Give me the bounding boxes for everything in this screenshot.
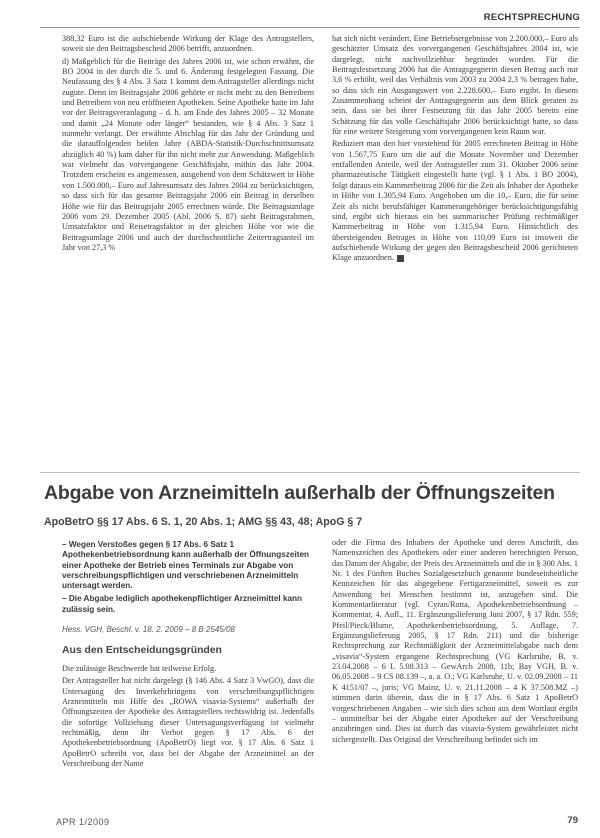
upper-right-column <box>332 34 578 452</box>
page-header-label: RECHTSPRECHUNG <box>483 12 580 23</box>
court-citation: Hess. VGH, Beschl. v. 18. 2. 2009 – 8 B 2545/08 <box>62 625 235 634</box>
upper-right-paragraph-1: hat sich nicht verändert. Eine Betriebsergebnisse von 2.200.000,– Euro als geschätzter Umsatz des vorvergangenen Geschäftsjahres 2004 ist, wie dargelegt, nicht nachvollziehbar begründet worden. Für die Beitragsfestsetzung 2006 hat die Antragsgegnerin diesen Betrag auch nur 3,6 % erhöht, weil das Verhältnis von 2003 zu 2004 2,3 % betragen habe, so dass sich ein Ausgangswert von 2.228.600,– Euro ergibt. In diesem Zusammenhang scheint der Antragsgegnerin aus dem Blick geraten zu sein, dass sie bei ihrer Festsetzung für das Jahr 2005 bereits eine Schätzung für das volle Geschäftsjahr 2006 berücksichtigt hatte, so dass für eine weitere Steigerung vom vorvergangenen kein Raum war. <box>332 34 578 137</box>
lower-right-column <box>332 538 578 812</box>
headnotes <box>62 540 312 618</box>
lower-left-column <box>62 664 314 812</box>
upper-left-paragraph-1: 388,32 Euro ist die aufschiebende Wirkung der Klage des Antragstellers, soweit sie den Beitragsbescheid 2006 betrifft, anzuordnen. <box>62 34 314 54</box>
upper-right-paragraph-2-text: Reduziert man den hier vorstehend für 2005 errechneten Beitrag in Höhe von 1.567,75 Euro um die auf die Monate November und Dezember entfallenden Anteile, weil der Antragsteller zum 31. Oktober 2006 seine pharmazeutische Tätigkeit eingestellt hatte (vgl. § 1 Abs. 1 BO 2004), folgt daraus ein Kammerbeitrag 2006 für die Zeit als Inhaber der Apotheke in Höhe von 1.305,94 Euro. Angehoben um die 10,– Euro, die für seine Zeit als nicht berufsfähiger Kammerangehöriger berücksichtigungsfähig sind, ergibt sich hieraus ein bei summarischer Prüfung rechtmäßiger Kammerbeitrag in Höhe von 1.315,94 Euro. Hinsichtlich des übersteigenden Betrages in Höhe von 110,09 Euro ist insoweit die aufschiebende Wirkung der gegen den Beitragsbescheid 2006 gerichteten Klage anzuordnen. <box>332 139 578 263</box>
upper-left-column <box>62 34 314 452</box>
article-subtitle: ApoBetrO §§ 17 Abs. 6 S. 1, 20 Abs. 1; AMG §§ 43, 48; ApoG § 7 <box>44 516 363 528</box>
section-rule <box>40 472 580 473</box>
end-of-article-square-icon <box>397 255 404 262</box>
reasons-heading: Aus den Entscheidungsgründen <box>62 645 222 656</box>
lower-right-paragraph-1: oder die Firma des Inhabers der Apotheke und deren Anschrift, das Namenszeichen des Apothekers oder einer anderen berechtigten Person, das Datum der Abgabe, der Preis des Arzneimittels und die in § 300 Abs. 1 Nr. 1 des Fünften Buches Sozialgesetzbuch genannte bundeseinheitliche Kennzeichen für das abgegebene Fertigarzneimittel, soweit es zur Anwendung bei Menschen bestimmt ist, anzugeben sind. Die Kommentarliteratur (vgl. Cyran/Rotta, Apothekenbetriebsordnung – Kommentar, 4. Aufl., 11. Ergänzungslieferung Juni 2007, § 17 Rdn. 559; Pfeil/Pieck/Blume, Apothekenbetriebsordnung, 5. Auflage, 7. Ergänzungslieferung 2005, § 17 Rdn. 211) und die bisherige Rechtsprechung zur Rechtmäßigkeit der Arzneimittelabgabe nach dem „visavia“-System ergangene Rechtsprechung (VG Karlsruhe, B. v. 23.04.2008 – 6 L 5.08.313 – GewArch 2008, 11b; Bay VGH, B. v. 06.05.2008 – 9 CS 08.139 –, a. a. O.; VG Karlsruhe, U. v. 02.09.2008 – 11 K 4151/07 –, juris; VG Mainz, U. v. 21.11.2008 – 4 K 37.508.MZ –) stimmen darin überein, dass die in § 17 Abs. 6 Satz 1 ApoBetrO vorgeschriebenen Angaben – wie sich dies schon aus dem Wortlaut ergibt – unmittelbar bei der Abgabe einer Apotheker auf der Verschreibung anzubringen sind. Dies ist durch das visavia-System gewährleistet nicht sichergestellt. Das Original der Verschreibung befindet sich im <box>332 538 578 744</box>
article-title: Abgabe von Arzneimitteln außerhalb der Öffnungszeiten <box>44 482 555 504</box>
headnote-1: – Wegen Verstoßes gegen § 17 Abs. 6 Satz 1 Apothekenbetriebsordnung kann außerhalb der Öffnungszeiten einer Apotheke der Betrieb eines Terminals zur Abgabe von verschreibungspflichtigen und verschriebenen Arzneimitteln untersagt werden. <box>62 540 310 591</box>
page-number: 79 <box>567 815 578 826</box>
upper-right-paragraph-2 <box>332 139 578 263</box>
upper-left-paragraph-2: d) Maßgeblich für die Beiträge des Jahres 2006 ist, wie schon erwähnt, die BO 2004 in der durch die 5. und 6. Änderung festgelegten Fassung. Die Neufassung des § 4 Abs. 3 Satz 1 kommt dem Antragsteller allerdings nicht zugute. Denn im Beitragsjahr 2006 gehörte er nicht mehr zu den Betreibern und Betreibern von neu eröffneten Apotheken. Seine Apotheke hatte im Jahr vor der Beitragsveranlagung – d. h. am Ende des Jahres 2005 – 32 Monate und damit „24 Monate oder länger“ bestanden, wie § 4 Abs. 3 Satz 1 nunmehr verlangt. Der erwähnte Abschlag für das Jahr der Gründung und die darauffolgenden beiden Jahre (ABDA-Statistik-Durchschnittsumsatz abzüglich 40 %) kam daher für ihn nicht mehr zur Anwendung. Maßgeblich war vielmehr das vorvergangene Geschäftsjahr, mithin das Jahr 2004. Trotzdem erscheint es angemessen, ausgehend von dem Schätzwert in Höhe von 1.500.000,– Euro auf Jahresumsatz des Jahres 2004 zu berücksichtigen, so dass sich für das gesamte Beitragsjahr 2006 ein Beitrag in derselben Höhe wie für das Beitragsjahr 2005 errechnen würde. Die Beitragsumlage 2006 vom 29. Dezember 2005 (Abl. 2006 S. 87) sieht Beitragsrahmen, Umsatzfaktor und Reisetragsfaktor in der gleichen Höhe vor wie die Beitragsumlage 2006 und auch der durchschnittliche Zeitertragsanteil im Jahr von 27,3 % <box>62 56 314 252</box>
header-rule <box>40 27 580 28</box>
lower-left-paragraph-2: Der Antragsteller hat nicht dargelegt (§ 146 Abs. 4 Satz 3 VwGO), dass die Untersagung des Inverkehrbringens von verschreibungspflichtigen Arzneimitteln mit Hilfe des „ROWA visavia-Systems“ außerhalb der Öffnungszeiten der Apotheke des Antragstellers rechtswidrig ist. Jedenfalls die sofortige Vollziehung dieser Untersagungsverfügung ist vielmehr rechtmäßig, denn ihr Verbot gegen § 17 Abs. 6 der Apothekenbetriebsordnung (ApoBetrO) liegt vor. § 17 Abs. 6 Satz 1 ApoBetrO schreibt vor, dass bei der Abgabe der Arzneimittel an der Verschreibung der Name <box>62 676 314 769</box>
lower-left-paragraph-1: Die zulässige Beschwerde hat teilweise Erfolg. <box>62 664 217 673</box>
footer-journal: APR 1/2009 <box>56 817 110 827</box>
headnote-2: – Die Abgabe lediglich apothekenpflichtiger Arzneimittel kann zulässig sein. <box>62 594 303 614</box>
